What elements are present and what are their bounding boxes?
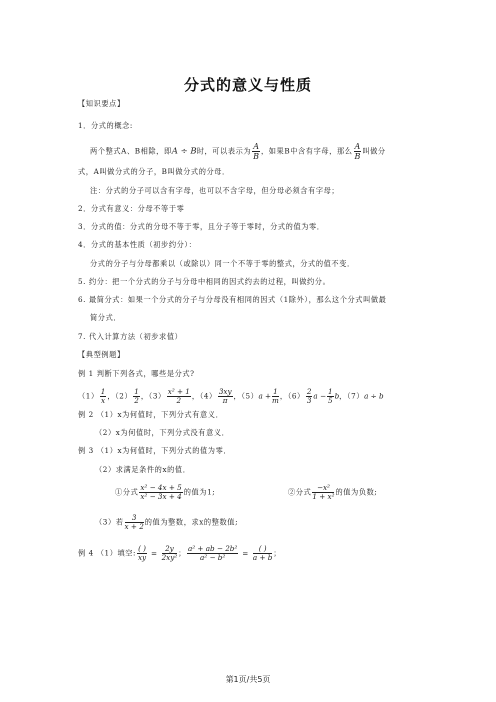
def-text-a: 两个整式A、B相除，即 <box>90 146 172 156</box>
item-1-note: 注：分式的分子可以含有字母，也可以不含字母，但分母必须含有字母； <box>90 186 340 195</box>
example-3-part-1: 例 3 （1）x为何值时，下列分式的值为零． <box>78 446 232 455</box>
item-6-line2: 简分式． <box>90 313 122 322</box>
item-6-line1: 6. 最简分式：如果一个分式的分子与分母没有相同的因式（1除外），那么这个分式叫做最 <box>78 295 387 304</box>
example-1-items: （1） $\frac{1}{x}$ ，（2） $\frac{1}{2}$ ，（3） $\frac{\text{x² + 1}}{2}$ ，（4） $\frac{3xy}{\pi}$ ，（5）a + $\frac{1}{m}$ ，（6） $\frac{2}{3}$ a − $\frac{1}{5}$ b，（7）a ÷ b <box>78 387 384 405</box>
example-4-fill-in: 例 4 （1）填空: $\frac{( )}{xy}$ = $\frac{2y}{\text{2xy²}}$ ； $\frac{\text{a² + ab − 2b²}}{\text{a² − b²}}$ = $\frac{( )}{a + b}$ ； <box>78 544 282 562</box>
page-footer: 第1页/共5页 <box>225 675 271 684</box>
expr-a-div-b: A ÷ B <box>171 146 197 157</box>
frac-3-over-xp2: $\frac{3}{x + 2}$ <box>124 513 144 531</box>
frac-2y-over-2xy2: $\frac{2y}{\text{2xy²}}$ <box>161 544 178 562</box>
section-examples-heading: 【典型例题】 <box>78 350 125 359</box>
item-5: 5. 约分：把一个分式的分子与分母中相同的因式约去的过程，叫做约分。 <box>78 277 331 286</box>
item-3: 3．分式的值：分式的分母不等于零，且分子等于零时，分式的值为零． <box>78 222 325 231</box>
example-3-condition-2: ②分式 $\frac{\text{−x²}}{\text{1 + x²}}$ 的值为负数; <box>288 483 378 501</box>
item-4-desc: 分式的分子与分母都乘以（或除以）同一个不等于零的整式，分式的值不变． <box>90 259 355 268</box>
item-7: 7. 代入计算方法（初步求值） <box>78 332 183 341</box>
example-2-part-1: 例 2 （1）x为何值时，下列分式有意义． <box>78 410 224 419</box>
frac-x2p1-over-2: $\frac{\text{x² + 1}}{2}$ <box>167 387 190 405</box>
item-1-definition-line <box>90 142 386 161</box>
frac-quadratic: $\frac{\text{a² + ab − 2b²}}{\text{a² − b²}}$ <box>187 544 238 562</box>
frac-1-over-m: $\frac{1}{m}$ <box>272 387 279 405</box>
frac-3xy-over-pi: $\frac{3xy}{\pi}$ <box>218 387 232 405</box>
section-knowledge-heading: 【知识要点】 <box>78 99 125 108</box>
frac-1-over-2: $\frac{1}{2}$ <box>134 387 139 405</box>
item-4: 4．分式的基本性质（初步约分）： <box>78 240 197 249</box>
example-3-part-2: （2）求满足条件的x的值． <box>95 465 191 474</box>
fraction-a-over-b: $\frac{A}{B}$ <box>253 142 260 161</box>
def-text-b: 时，可以表示为 <box>196 146 252 156</box>
frac-cond-1: $\frac{\text{x² − 4x + 5}}{\text{x² − 3x + 4}}$ <box>140 483 182 501</box>
fraction-a-over-b-2: $\frac{A}{B}$ <box>354 142 361 161</box>
item-2: 2．分式有意义：分母不等于零 <box>78 204 185 213</box>
frac-cond-2: $\frac{\text{−x²}}{\text{1 + x²}}$ <box>312 483 335 501</box>
frac-2-over-3: $\frac{2}{3}$ <box>306 387 312 405</box>
example-3-condition-1: ①分式 $\frac{\text{x² − 4x + 5}}{\text{x² − 3x + 4}}$ 的值为1; <box>115 483 216 501</box>
blank-frac-1: $\frac{( )}{xy}$ <box>137 544 147 562</box>
frac-1-over-x: $\frac{1}{x}$ <box>100 387 106 405</box>
example-1-prompt: 例 1 判断下列各式，哪些是分式? <box>78 369 195 378</box>
item-1-heading: 1．分式的概念: <box>78 121 133 130</box>
frac-1-over-5: $\frac{1}{5}$ <box>327 387 333 405</box>
def-text-d: 叫做分 <box>362 146 386 156</box>
blank-frac-2: $\frac{( )}{a + b}$ <box>252 544 273 562</box>
example-3-part-3: （3）若 $\frac{3}{x + 2}$ 的值为整数，求x的整数值; <box>95 513 239 531</box>
def-text-c: ，如果B中含有字母，那么 <box>260 146 353 156</box>
page-title: 分式的意义与性质 <box>183 76 312 94</box>
item-1-definition-cont: 式，A叫做分式的分子，B叫做分式的分母． <box>78 167 230 176</box>
example-2-part-2: （2）x为何值时，下列分式没有意义． <box>95 428 230 437</box>
